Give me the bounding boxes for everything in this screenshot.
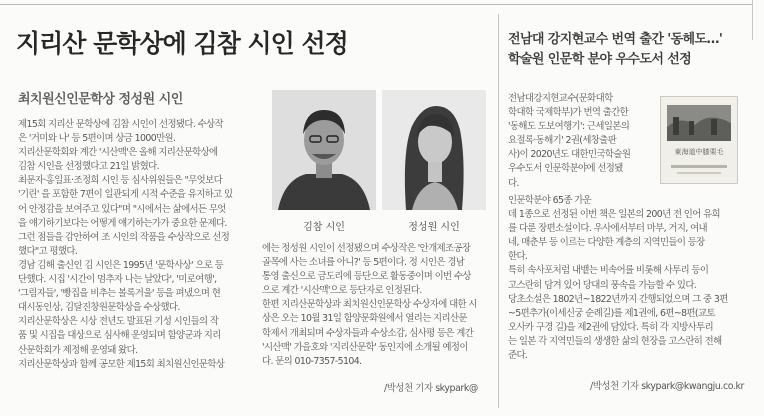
side-bottom-line: 데 1종으로 선정된 이번 책은 일본의 200년 전 인어 유희 — [508, 209, 721, 221]
side-column-top — [508, 92, 658, 191]
photo1-caption: 김참 시인 — [303, 222, 345, 233]
side-top-line: '동해도 도보여행기': 근세일본의 — [508, 121, 630, 133]
main-col1-line: 지리산문학상은 시상 전년도 발표된 기성 시인들의 작 — [18, 316, 219, 328]
main-col2-line: 상은 오는 10월 31일 함양문화원에서 열리는 지리산문 — [262, 313, 467, 325]
main-col2-line: 에는 정성원 시인이 선정됐으며 수상작은 '안개제조공장 — [262, 243, 471, 254]
column-divider — [498, 14, 499, 408]
main-col1-line: 경남 김해 출신인 김 시인은 1995년 '문학사상' 으로 등 — [18, 259, 224, 271]
main-col1-line: 을 얘기하기보다는 어떻게 얘기하는가가 중요한 문제다. — [18, 217, 227, 229]
main-col1-line: 했다"고 평했다. — [18, 245, 78, 257]
main-subheadline: 최치원신인문학상 정성원 시인 — [18, 92, 183, 107]
book-cover-title: 東海道中膝栗毛 — [674, 148, 724, 156]
edge-rule — [752, 0, 753, 40]
photo-jeong-seongwon — [382, 90, 486, 210]
book-cover — [660, 96, 738, 184]
main-col2-line: 통영 출신으로 금도리에 등단으로 활동중이며 이번 수상 — [262, 271, 471, 283]
main-col2-line: '시산맥' 가을호와 '지리산문학' 동인지에 소개될 예정이 — [262, 341, 468, 353]
side-byline: /박성천 기자 skypark@kwangju.co.kr — [590, 381, 744, 392]
main-col1-line: 은 '거미와 나' 등 5편이며 상금 1000만원. — [18, 133, 176, 145]
main-column-1 — [18, 118, 258, 372]
side-top-line: 요절록·동해기' 2권(세창출판 — [508, 135, 617, 147]
side-top-line: 다. — [508, 177, 519, 189]
main-col2-line: 다. 문의 010-7357-5104. — [262, 355, 362, 367]
main-col1-line: 그런 점들을 감안하여 조 시인의 작품을 수상작으로 선정 — [18, 231, 230, 243]
main-col1-line: 품 및 시집을 대상으로 심사해 운영되며 함양군과 지리 — [18, 330, 221, 342]
main-col1-line: 제15회 지리산 문학상에 김참 시인이 선정됐다. 수상작 — [18, 119, 223, 130]
main-col1-line: 산문학회가 제정해 운영돼 왔다. — [18, 344, 138, 356]
main-col1-line: '기린' 을 포함한 7편이 일관되게 시적 수준을 유지하고 있 — [18, 189, 233, 201]
side-bottom-line: 당초소설은 1802년~1822년까지 간행되었으며 그 중 3편 — [508, 293, 728, 305]
side-bottom-line: 특히 속사포처럼 내뱉는 비속어를 비롯해 사투리 등이 — [508, 265, 709, 277]
side-column-bottom — [508, 194, 744, 363]
side-bottom-line: 인문학분야 65종 가운 — [508, 195, 592, 206]
side-top-line: 전남대강지현교수(문화대학 — [508, 93, 613, 104]
side-top-line: 우수도서 인문학분야에 선정됐 — [508, 163, 623, 175]
side-top-line: 사)이 2020년도 대한민국학술원 — [508, 149, 631, 161]
main-col1-line: '그림자들', '빵집을 비추는 볼록거울' 등을 펴냈으며 현 — [18, 288, 221, 300]
top-rule — [0, 4, 752, 5]
main-col2-line: 학제서 개최되며 수상자들과 수상소감, 심사평 등은 계간 — [262, 327, 474, 339]
main-col1-line: 지리산문학상과 함께 공모한 제15회 최치원신인문학상 — [18, 358, 225, 370]
main-headline: 지리산 문학상에 김참 시인 선정 — [16, 29, 348, 58]
side-bottom-line: 준다. — [508, 350, 528, 362]
photo2-caption: 정성원 시인 — [408, 222, 460, 233]
side-bottom-line: 고스란히 담겨 있어 당대의 풍속을 가늠할 수 있다. — [508, 279, 697, 291]
main-col1-line: 지리산문학회와 계간 '시산맥'은 올해 지리산문학상에 — [18, 147, 218, 159]
main-col2-line: 골목에 사는 소녀를 아니?' 등 5편이다. 정 시인은 경남 — [262, 257, 465, 269]
side-bottom-line: 네, 매춘부 등 이르는 다양한 계층의 지역민들이 등장 — [508, 237, 705, 249]
photo-kim-cham — [272, 90, 376, 210]
side-title-line2: 학술원 인문학 분야 우수도서 선정 — [508, 52, 692, 67]
main-col1-line: 최문자·홍일표·조정희 시인 등 심사위원들은 "무엇보다 — [18, 175, 223, 187]
main-col2-line: 한편 지리산문학상과 최치원신인문학상 수상자에 대한 시 — [262, 299, 477, 311]
main-col1-line: 김참 시인을 선정했다고 21일 밝혔다. — [18, 161, 160, 173]
side-bottom-line: ~5편추가(이세신궁 순례길)를 제1권에, 6편~8편(교토 — [508, 307, 715, 319]
main-col1-line: 어 안정감을 보여주고 있다"며 "시에서는 삶에서든 무엇 — [18, 203, 226, 215]
side-bottom-line: 오사카 구경 길)을 제2권에 담았다. 특히 각 지방사투리 — [508, 321, 714, 333]
main-col1-line: 대시동인상, 김달진창원문학상을 수상했다. — [18, 302, 180, 314]
side-bottom-line: 를 다룬 장편소설이다. 우사에서부터 마부, 거지, 여내 — [508, 223, 708, 235]
portrait-man-icon — [272, 90, 376, 210]
book-cover-illustration-icon — [661, 97, 737, 183]
portrait-woman-icon — [382, 90, 486, 210]
side-top-line: 학대학 국제학부)가 번역 출간한 — [508, 107, 629, 119]
side-title-line1: 전남대 강지현교수 번역 출간 '동헤도…' — [508, 32, 723, 47]
main-column-2 — [262, 242, 494, 369]
side-bottom-line: 한다. — [508, 251, 528, 263]
main-col2-line: 으로 계간 '시산맥'으로 등단자로 인정된다. — [262, 285, 422, 297]
main-col1-line: 단했다. 시집 '시간이 멈추자 나는 날았다', '미로여행', — [18, 274, 217, 286]
main-byline: /박성천 기자 skypark@ — [384, 383, 478, 394]
side-bottom-line: 는 일본 각 지역민들의 생생한 삶의 현장을 고스란히 전해 — [508, 335, 722, 347]
